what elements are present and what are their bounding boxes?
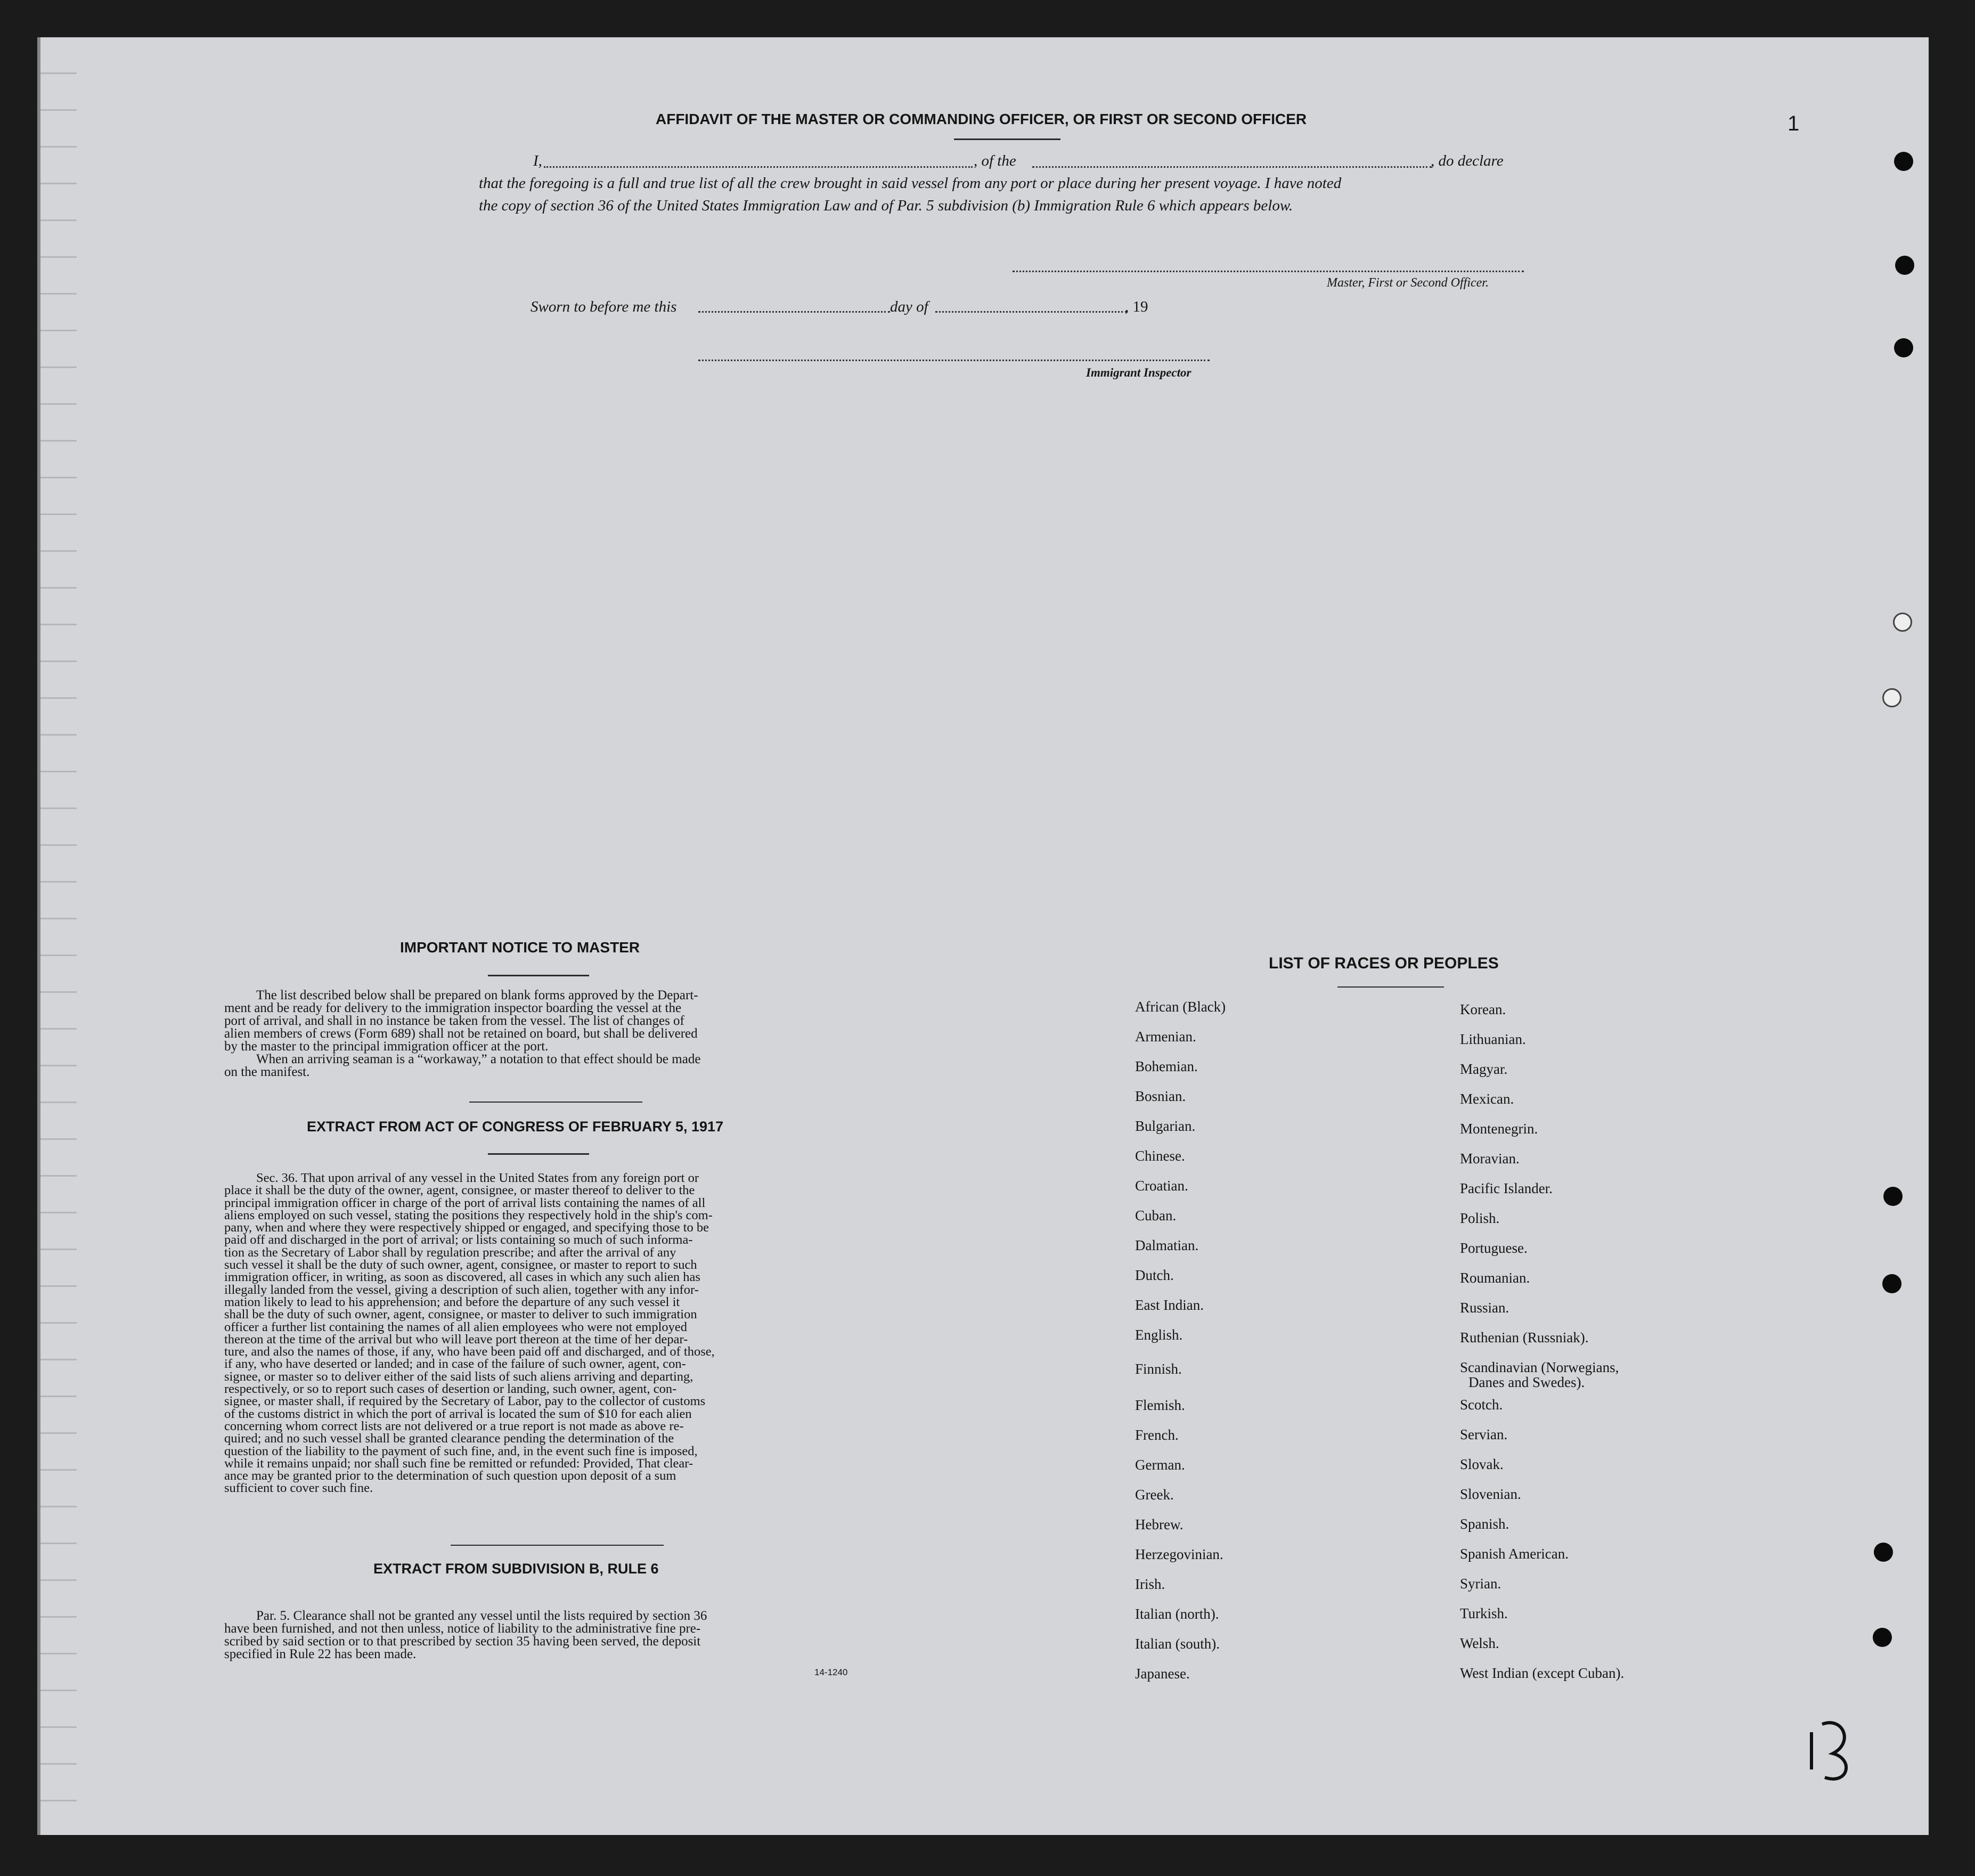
race-item: Russian. <box>1460 1300 1509 1316</box>
master-signature-line <box>1013 271 1524 272</box>
race-item: Pacific Islander. <box>1460 1180 1553 1196</box>
race-item: Ruthenian (Russniak). <box>1460 1329 1589 1345</box>
race-item: Irish. <box>1135 1576 1165 1592</box>
race-item: Bosnian. <box>1135 1088 1186 1104</box>
sworn-label: Sworn to before me this <box>531 298 677 315</box>
section-divider-1 <box>469 1102 642 1103</box>
race-item: West Indian (except Cuban). <box>1460 1665 1625 1681</box>
sworn-day-blank <box>698 311 890 313</box>
race-item: Dalmatian. <box>1135 1237 1199 1253</box>
race-item: Portuguese. <box>1460 1240 1528 1256</box>
sworn-month-blank <box>935 311 1127 313</box>
act-underline <box>488 1153 589 1155</box>
race-item: Syrian. <box>1460 1576 1501 1592</box>
affidavit-body-line-1: that the foregoing is a full and true list of all the crew brought in said vessel from any port or place during her present voyage. I have noted <box>479 175 1342 192</box>
race-item: Hebrew. <box>1135 1516 1184 1532</box>
race-item: Slovak. <box>1460 1456 1504 1472</box>
race-item: Scotch. <box>1460 1397 1503 1413</box>
section-divider-2 <box>451 1545 664 1546</box>
race-item: Mexican. <box>1460 1091 1514 1107</box>
binder-hole-icon <box>1894 338 1913 357</box>
binder-hole-icon <box>1893 613 1912 632</box>
binder-hole-icon <box>1873 1628 1892 1647</box>
race-item: Servian. <box>1460 1426 1508 1442</box>
race-item: Cuban. <box>1135 1208 1177 1224</box>
race-item: Turkish. <box>1460 1605 1508 1621</box>
race-item: Welsh. <box>1460 1635 1499 1651</box>
race-item: African (Black) <box>1135 999 1226 1015</box>
race-item: German. <box>1135 1457 1185 1473</box>
race-item: English. <box>1135 1327 1183 1343</box>
races-title: LIST OF RACES OR PEOPLES <box>1269 955 1499 972</box>
race-item: East Indian. <box>1135 1297 1204 1313</box>
race-item: Lithuanian. <box>1460 1031 1526 1047</box>
race-item: Chinese. <box>1135 1148 1185 1164</box>
race-item: Slovenian. <box>1460 1486 1521 1502</box>
race-item: French. <box>1135 1427 1179 1443</box>
notice-title: IMPORTANT NOTICE TO MASTER <box>400 939 640 956</box>
act-title: EXTRACT FROM ACT OF CONGRESS OF FEBRUARY 5, 1917 <box>307 1119 724 1135</box>
race-item: Spanish. <box>1460 1516 1509 1532</box>
race-item: Croatian. <box>1135 1178 1188 1194</box>
binder-hole-icon <box>1874 1543 1893 1562</box>
binder-hole-icon <box>1882 688 1901 707</box>
race-item: Finnish. <box>1135 1361 1182 1377</box>
race-item: Italian (south). <box>1135 1636 1220 1652</box>
races-underline <box>1337 986 1444 988</box>
race-item: Italian (north). <box>1135 1606 1219 1622</box>
vessel-blank <box>1032 166 1432 168</box>
act-section-36-text: Sec. 36. That upon arrival of any vessel in the United States from any foreign port or place it shall be the duty of the owner, agent, consignee, or master thereof to deliver to the principal immigration officer in charge of the port of arrival lists containing the names of all aliens employed on such vessel, stating the positions they respectively hold in the ship's com- pany, when and where they were respectively shipped or engaged, and specifying those to be paid off and discharged in the port of arrival; or lists containing so much of such informa- tion as the Secretary of Labor shall by regulation prescribe; and after the arrival of any such vessel it shall be the duty of such owner, agent, consignee, or master to report to such immigration officer, in writing, as soon as discovered, all cases in which any such alien has illegally landed from the vessel, giving a description of such alien, together with any infor- mation likely to lead to his apprehension; and before the departure of any such vessel it shall be the duty of such owner, agent, consignee, or master to deliver to such immigration officer a further list containing the names of all alien employees who were not employed thereon at the time of the arrival but who will leave port thereon at the time of her depar- ture, and also the names of those, if any, who have been paid off and discharged, and of those, if any, who have deserted or landed; and in case of the failure of such owner, agent, con- signee, or master so to deliver either of the said lists of such aliens arriving and departing, respectively, or so to report such cases of desertion or landing, such owner, agent, con- signee, or master shall, if required by the Secretary of Labor, pay to the collector of customs of the customs district in which the port of arrival is located the sum of $10 for each alien concerning whom correct lists are not delivered or a true report is not made as above re- quired; and no such vessel shall be granted clearance pending the determination of the question of the liability to the payment of such fine, and, in the event such fine is imposed, while it remains unpaid; nor shall such fine be remitted or refunded: Provided, That clear- ance may be granted prior to the determination of such question upon deposit of a sum sufficient to cover such fine. <box>224 1171 715 1496</box>
notice-underline <box>488 975 589 976</box>
race-item: Flemish. <box>1135 1397 1185 1413</box>
affidavit-body-line-2: the copy of section 36 of the United States Immigration Law and of Par. 5 subdivision (b) Immigration Rule 6 which appears below. <box>479 197 1293 214</box>
race-item: Dutch. <box>1135 1267 1174 1283</box>
binder-hole-icon <box>1895 256 1914 275</box>
inspector-caption: Immigrant Inspector <box>1086 366 1191 379</box>
form-number: 14-1240 <box>814 1667 848 1677</box>
race-item: Japanese. <box>1135 1666 1190 1682</box>
race-item: Roumanian. <box>1460 1270 1530 1286</box>
binder-hole-icon <box>1882 1274 1901 1293</box>
affidavit-title: AFFIDAVIT OF THE MASTER OR COMMANDING OFFICER, OR FIRST OR SECOND OFFICER <box>656 111 1307 127</box>
name-blank <box>544 166 973 168</box>
rule-paragraph-5-text: Par. 5. Clearance shall not be granted any vessel until the lists required by section 36 have been furnished, and not then unless, notice of liability to the administrative fine pre- scribed by said section or to that prescribed by section 35 having been served, the deposit specified in Rule 22 has been made. <box>224 1609 707 1661</box>
master-caption: Master, First or Second Officer. <box>1327 276 1489 290</box>
race-item: Korean. <box>1460 1001 1506 1017</box>
race-item: Moravian. <box>1460 1151 1520 1167</box>
race-item: Danes and Swedes). <box>1468 1374 1585 1390</box>
race-item: Montenegrin. <box>1460 1121 1538 1137</box>
affidavit-i-label: I, <box>533 152 542 169</box>
binder-hole-icon <box>1883 1187 1903 1206</box>
title-underline <box>954 138 1060 140</box>
affidavit-of-the-label: , of the <box>974 152 1016 169</box>
affidavit-declare-label: , do declare <box>1431 152 1504 169</box>
rule-title: EXTRACT FROM SUBDIVISION B, RULE 6 <box>373 1561 659 1577</box>
inspector-signature-line <box>698 360 1210 361</box>
race-item: Armenian. <box>1135 1029 1196 1045</box>
race-item: Greek. <box>1135 1487 1174 1503</box>
race-item: Spanish American. <box>1460 1546 1569 1562</box>
margin-mark: 1 <box>1788 112 1800 135</box>
manifest-sheet <box>37 37 1929 1835</box>
lined-page-edge <box>40 37 77 1835</box>
handwritten-page-number-icon <box>1796 1711 1870 1791</box>
race-item: Magyar. <box>1460 1061 1508 1077</box>
race-item: Scandinavian (Norwegians, <box>1460 1359 1619 1375</box>
race-item: Bohemian. <box>1135 1058 1198 1074</box>
binder-hole-icon <box>1894 152 1913 171</box>
race-item: Herzegovinian. <box>1135 1546 1223 1562</box>
race-item: Bulgarian. <box>1135 1118 1196 1134</box>
notice-paragraph-1: The list described below shall be prepared on blank forms approved by the Depart- ment and be ready for delivery to the immigration inspector boarding the vessel at the port of arrival, and shall in no instance be taken from the vessel. The list of changes of alien members of crews (Form 689) shall not be retained on board, but shall be delivered by the master to the principal immigration officer at the port. When an arriving seaman is a “workaway,” a notation to that effect should be made on the manifest. <box>224 988 701 1079</box>
race-item: Polish. <box>1460 1210 1500 1226</box>
year-label: , 19 <box>1125 298 1148 315</box>
day-of-label: day of <box>890 298 928 315</box>
